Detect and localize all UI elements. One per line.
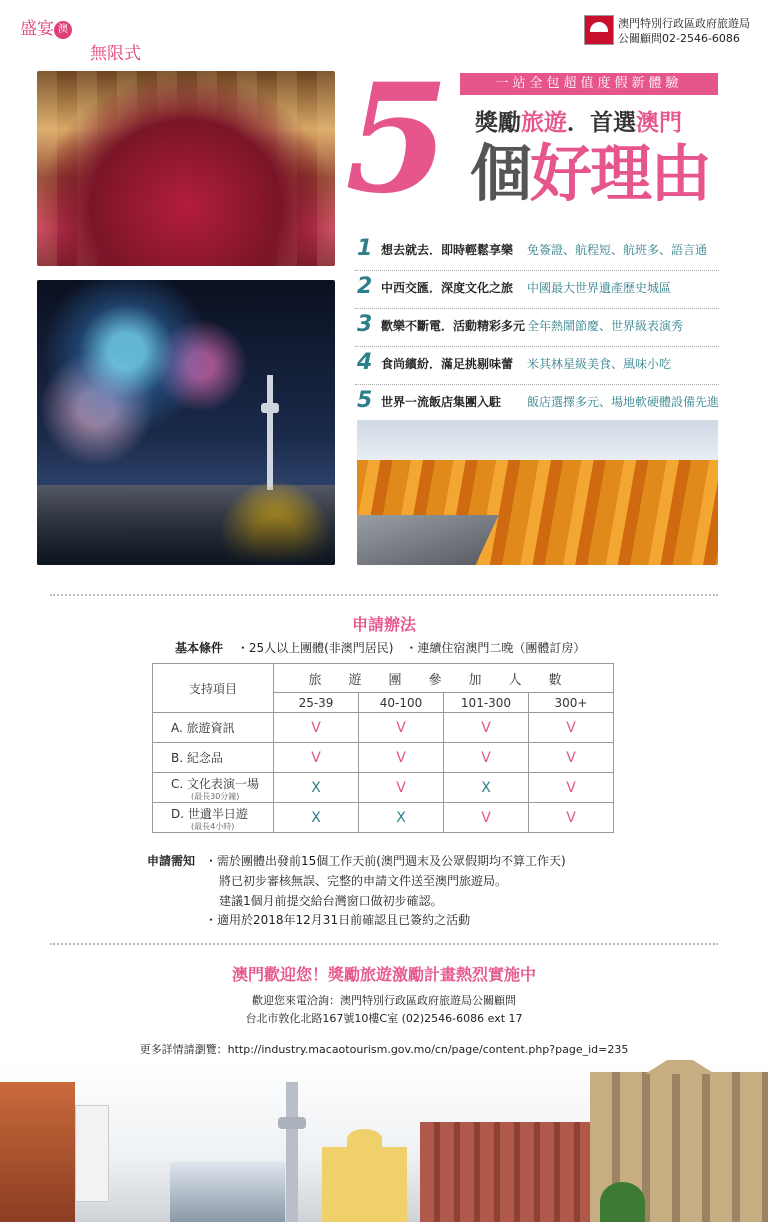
check-cell: V [529,803,614,833]
table-header-support: 支持項目 [153,664,274,713]
check-cell: V [529,713,614,743]
list-item: 2 中西交匯．深度文化之旅 中國最大世界遺產歷史城區 [355,271,719,309]
check-cell: V [529,773,614,803]
row-label: A. 旅遊資訊 [153,713,274,743]
table-row [153,773,614,803]
contact-address: 台北市敦化北路167號10樓C室 (02)2546-6086 ext 17 [245,1012,523,1025]
mgto-emblem-icon [584,15,614,45]
festival-logo [20,14,160,64]
note-line: 建議1個月前提交給台灣窗口做初步確認。 [219,894,443,908]
logo-macao-badge: 澳門 [54,21,72,39]
macau-tower [286,1082,298,1222]
check-cell: V [274,713,359,743]
headline-number: 5 [345,51,450,227]
headline-line2: 個好理由 [470,137,711,210]
city-lights [37,485,335,565]
range-header: 25-39 [274,693,359,713]
contact-line: 歡迎您來電洽詢：澳門特別行政區政府旅遊局公關顧問 [252,994,516,1007]
photo-rail [357,515,499,565]
cross-cell: X [274,803,359,833]
support-table [152,663,614,833]
row-label: C. 文化表演一場 (最長30分鐘) [153,773,274,803]
table-row [153,713,614,743]
application-notes [147,852,647,932]
check-cell: V [444,713,529,743]
lighthouse [75,1105,109,1202]
range-header: 101-300 [444,693,529,713]
headline-line1: 獎勵旅遊．首選澳門 [475,110,682,136]
check-cell: V [444,743,529,773]
list-item: 3 歡樂不斷電．活動精彩多元 全年熱鬧節慶、世界級表演秀 [355,309,719,347]
tree [600,1182,645,1222]
ballroom-photo [37,71,335,266]
glass-building [170,1162,285,1222]
row-label: D. 世遺半日遊 (最長4小時) [153,803,274,833]
cross-cell: X [359,803,444,833]
fireworks-photo [37,280,335,565]
reasons-list [355,233,719,422]
check-cell: V [359,773,444,803]
list-item: 4 食尚繽紛．滿足挑剔味蕾 米其林星級美食、風味小吃 [355,347,719,385]
org-phone: 公關顧問02-2546-6086 [618,32,740,45]
headline-ribbon: 一站全包超值度假新體驗 [460,73,718,95]
landmarks-illustration [0,1060,768,1222]
yellow-church [322,1147,407,1222]
list-item: 5 世界一流飯店集團入駐 飯店選擇多元、場地軟硬體設備先進 [357,388,720,413]
check-cell: V [444,803,529,833]
logo-text-c: 無限式 [90,44,141,64]
cross-cell: X [444,773,529,803]
check-cell: V [529,743,614,773]
welcome-banner: 澳門歡迎您！獎勵旅遊激勵計畫熱烈實施中 [231,965,536,984]
list-item: 1 想去就去．即時輕鬆享樂 免簽證、航程短、航班多、語言通 [355,233,719,271]
table-header-group: 旅遊團參加人數 [274,664,614,693]
table-row [153,803,614,833]
table-row [153,743,614,773]
cross-cell: X [274,773,359,803]
basic-conditions: 基本條件 ・25人以上團體(非澳門居民) ・連續住宿澳門二晚（團體訂房） [175,641,586,655]
check-cell: V [359,743,444,773]
more-info-link[interactable]: 更多詳情請瀏覽：http://industry.macaotourism.gov.mo/cn/page/content.php?page_id=235 [139,1043,629,1056]
org-name: 澳門特別行政區政府旅遊局 [618,17,750,30]
range-header: 300+ [529,693,614,713]
note-line: ・適用於2018年12月31日前確認且已簽約之活動 [205,913,471,927]
macau-tower-shape [267,375,273,490]
check-cell: V [274,743,359,773]
note-line: ・需於團體出發前15個工作天前(澳門週末及公眾假期均不算工作天) [205,854,566,868]
section-divider [50,943,718,945]
photo-sky [357,420,718,460]
note-line: 將已初步審核無誤、完整的申請文件送至澳門旅遊局。 [219,874,508,888]
logo-text-a: 盛宴 [20,19,54,39]
section-title: 申請辦法 [351,615,416,634]
notes-label: 申請需知 [147,854,196,868]
row-label: B. 紀念品 [153,743,274,773]
section-divider [50,594,718,596]
colonial-building [0,1082,75,1222]
brick-building [420,1122,590,1222]
group-skywalk-photo [357,420,718,565]
check-cell: V [359,713,444,743]
range-header: 40-100 [359,693,444,713]
mgto-logo [584,15,750,45]
